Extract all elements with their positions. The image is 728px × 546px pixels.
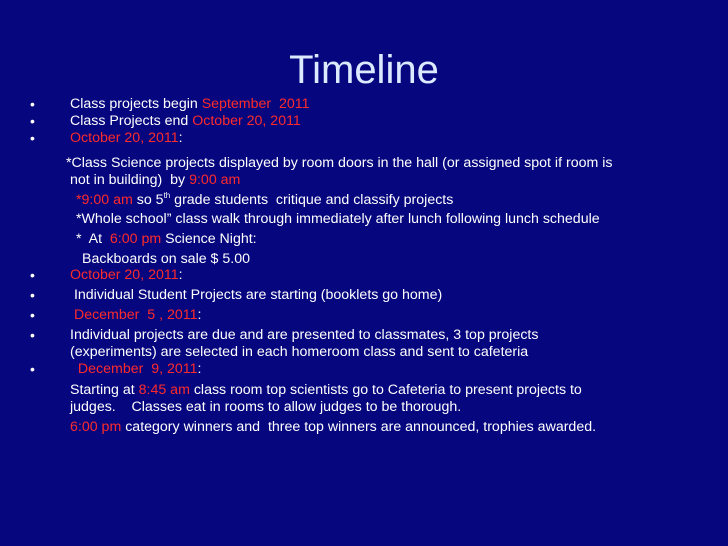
timeline-line [0, 399, 461, 416]
timeline-line [0, 287, 442, 304]
line-text: : [178, 267, 183, 283]
timeline-line [0, 307, 201, 324]
timeline-line [0, 344, 528, 361]
line-text: Class Projects end [70, 113, 193, 129]
line-text: class room top scientists go to Cafeteria to present projects to [189, 382, 582, 398]
line-text: (experiments) are selected in each homeroom class and sent to cafeteria [70, 344, 529, 360]
timeline-line [0, 419, 596, 436]
timeline-line [0, 96, 310, 113]
bullet-icon: • [30, 267, 35, 283]
date-highlight: 6:00 pm [109, 231, 162, 247]
date-highlight: 8:45 am [138, 382, 190, 398]
timeline-line [0, 382, 582, 399]
line-text: Science Night: [161, 231, 257, 247]
date-highlight: October 20, 2011 [70, 267, 179, 283]
date-highlight: October 20, 2011 [192, 113, 301, 129]
line-text: : [197, 307, 202, 323]
timeline-line [0, 251, 250, 268]
line-text: * At [76, 231, 110, 247]
bullet-icon: • [30, 361, 35, 377]
date-highlight: 9:00 am [189, 172, 241, 188]
superscript: th [163, 191, 171, 200]
date-highlight: 6:00 pm [70, 419, 122, 435]
timeline-line [0, 130, 183, 147]
timeline-line [0, 231, 257, 248]
line-text: so 5 [132, 192, 164, 208]
slide-title: Timeline [289, 48, 439, 92]
timeline-line [0, 172, 240, 189]
bullet-icon: • [30, 327, 35, 343]
line-text: category winners and three top winners are announced, trophies awarded. [121, 419, 597, 435]
bullet-icon: • [30, 96, 35, 112]
line-text: Starting at [70, 382, 139, 398]
line-text: : [178, 130, 183, 146]
timeline-line [0, 327, 538, 344]
line-text: judges. Classes eat in rooms to allow judges to be thorough. [70, 399, 462, 415]
line-text: Individual projects are due and are presented to classmates, 3 top projects [70, 327, 539, 343]
date-highlight: December 5 , 2011 [70, 307, 198, 323]
timeline-line [0, 267, 183, 284]
line-text: not in building) by [70, 172, 190, 188]
bullet-icon: • [30, 130, 35, 146]
line-text: Individual Student Projects are starting (booklets go home) [70, 287, 443, 303]
line-text: : [197, 361, 202, 377]
bullet-icon: • [30, 287, 35, 303]
date-highlight: September 2011 [201, 96, 310, 112]
timeline-line [0, 155, 612, 172]
line-text: *Class Science projects displayed by room doors in the hall (or assigned spot if room is [66, 155, 613, 171]
timeline-line [0, 192, 453, 209]
line-text: Class projects begin [70, 96, 202, 112]
date-highlight: October 20, 2011 [70, 130, 179, 146]
timeline-line [0, 211, 600, 228]
bullet-icon: • [30, 307, 35, 323]
line-text: *Whole school” class walk through immediately after lunch following lunch schedule [76, 211, 600, 227]
bullet-icon: • [30, 113, 35, 129]
date-highlight: December 9, 2011 [70, 361, 198, 377]
timeline-line [0, 361, 201, 378]
line-text: grade students critique and classify projects [170, 192, 454, 208]
timeline-line [0, 113, 301, 130]
date-highlight: *9:00 am [76, 192, 133, 208]
line-text: Backboards on sale $ 5.00 [82, 251, 250, 267]
